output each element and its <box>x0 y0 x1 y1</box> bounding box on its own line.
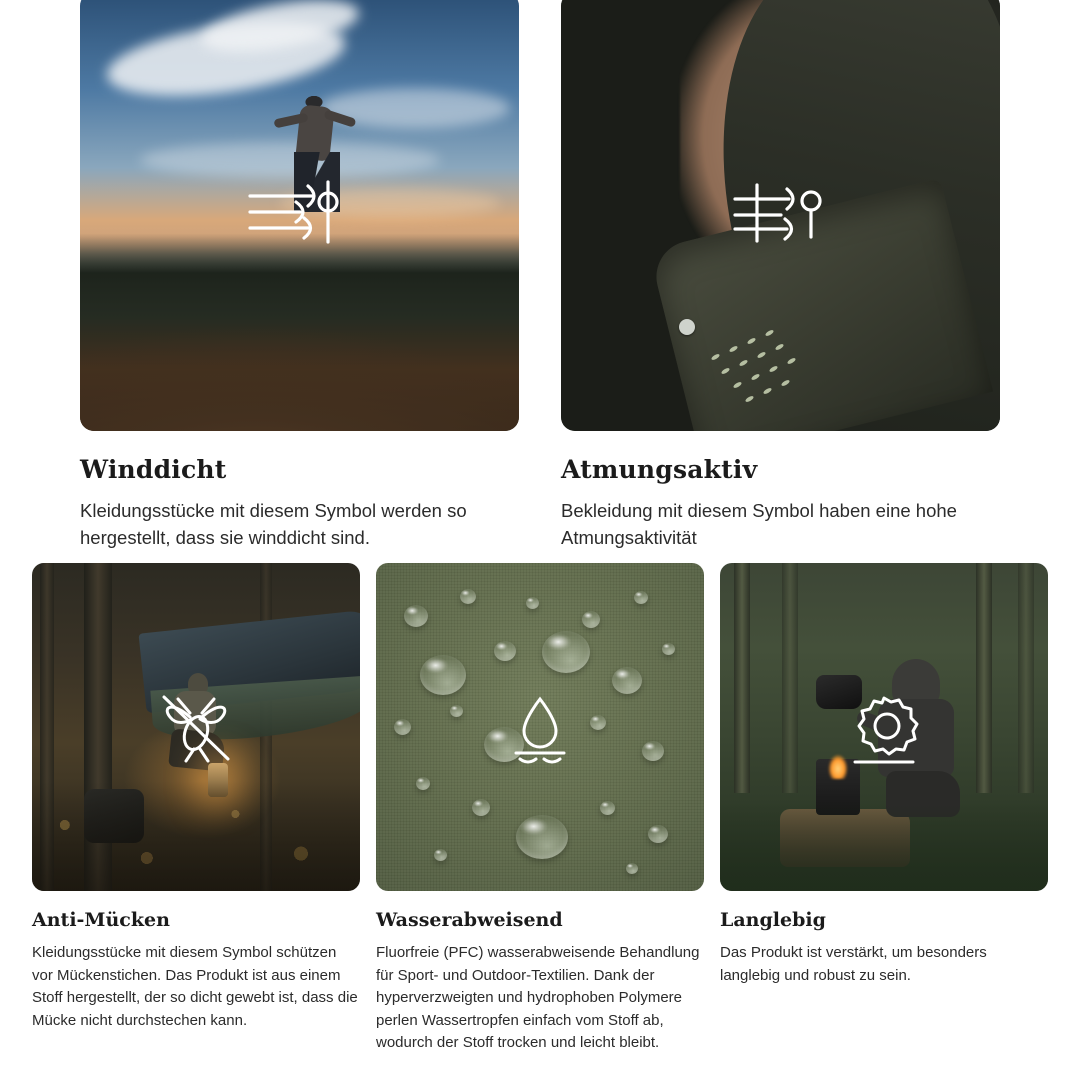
photo-forest-camp <box>32 563 360 891</box>
photo-hood-closeup <box>561 0 1000 431</box>
photo-figure-runner <box>268 88 364 228</box>
feature-card-langlebig <box>720 563 1048 1055</box>
feature-title: Winddicht <box>80 455 227 484</box>
feature-image-atmungsaktiv <box>561 0 1000 431</box>
feature-title: Anti-Mücken <box>32 909 170 931</box>
feature-row-bottom <box>32 563 1048 1055</box>
feature-card-winddicht <box>80 0 519 552</box>
feature-title: Langlebig <box>720 909 826 931</box>
photo-rainy-forest-stove <box>720 563 1048 891</box>
feature-title: Wasserabweisend <box>376 909 563 931</box>
feature-card-wasserabweisend <box>376 563 704 1055</box>
photo-fabric-droplets <box>376 563 704 891</box>
feature-card-atmungsaktiv <box>561 0 1000 552</box>
feature-description: Bekleidung mit diesem Symbol haben eine hohe Atmungsaktivität <box>561 500 957 548</box>
feature-description: Das Produkt ist verstärkt, um besonders langlebig und robust zu sein. <box>720 944 987 984</box>
feature-title: Atmungsaktiv <box>561 455 758 484</box>
feature-image-winddicht <box>80 0 519 431</box>
feature-image-wasserabweisend <box>376 563 704 891</box>
feature-row-top <box>80 0 1000 552</box>
feature-description: Kleidungsstücke mit diesem Symbol werden so hergestellt, dass sie winddicht sind. <box>80 500 467 548</box>
feature-description: Fluorfreie (PFC) wasserabweisende Behandlung für Sport- und Outdoor-Textilien. Dank der hyperverzweigten und hydrophoben Polymere perlen Wassertropfen einfach vom Stoff ab, wodurch der Stoff trocken und leicht bleibt. <box>376 944 700 1051</box>
photo-cliff-sunset <box>80 0 519 431</box>
feature-image-anti-muecken <box>32 563 360 891</box>
feature-description: Kleidungsstücke mit diesem Symbol schützen vor Mückenstichen. Das Produkt ist aus einem Stoff hergestellt, der so dicht gewebt ist, dass die Mücke nicht durchstechen kann. <box>32 944 358 1029</box>
feature-image-langlebig <box>720 563 1048 891</box>
feature-card-anti-muecken <box>32 563 360 1055</box>
